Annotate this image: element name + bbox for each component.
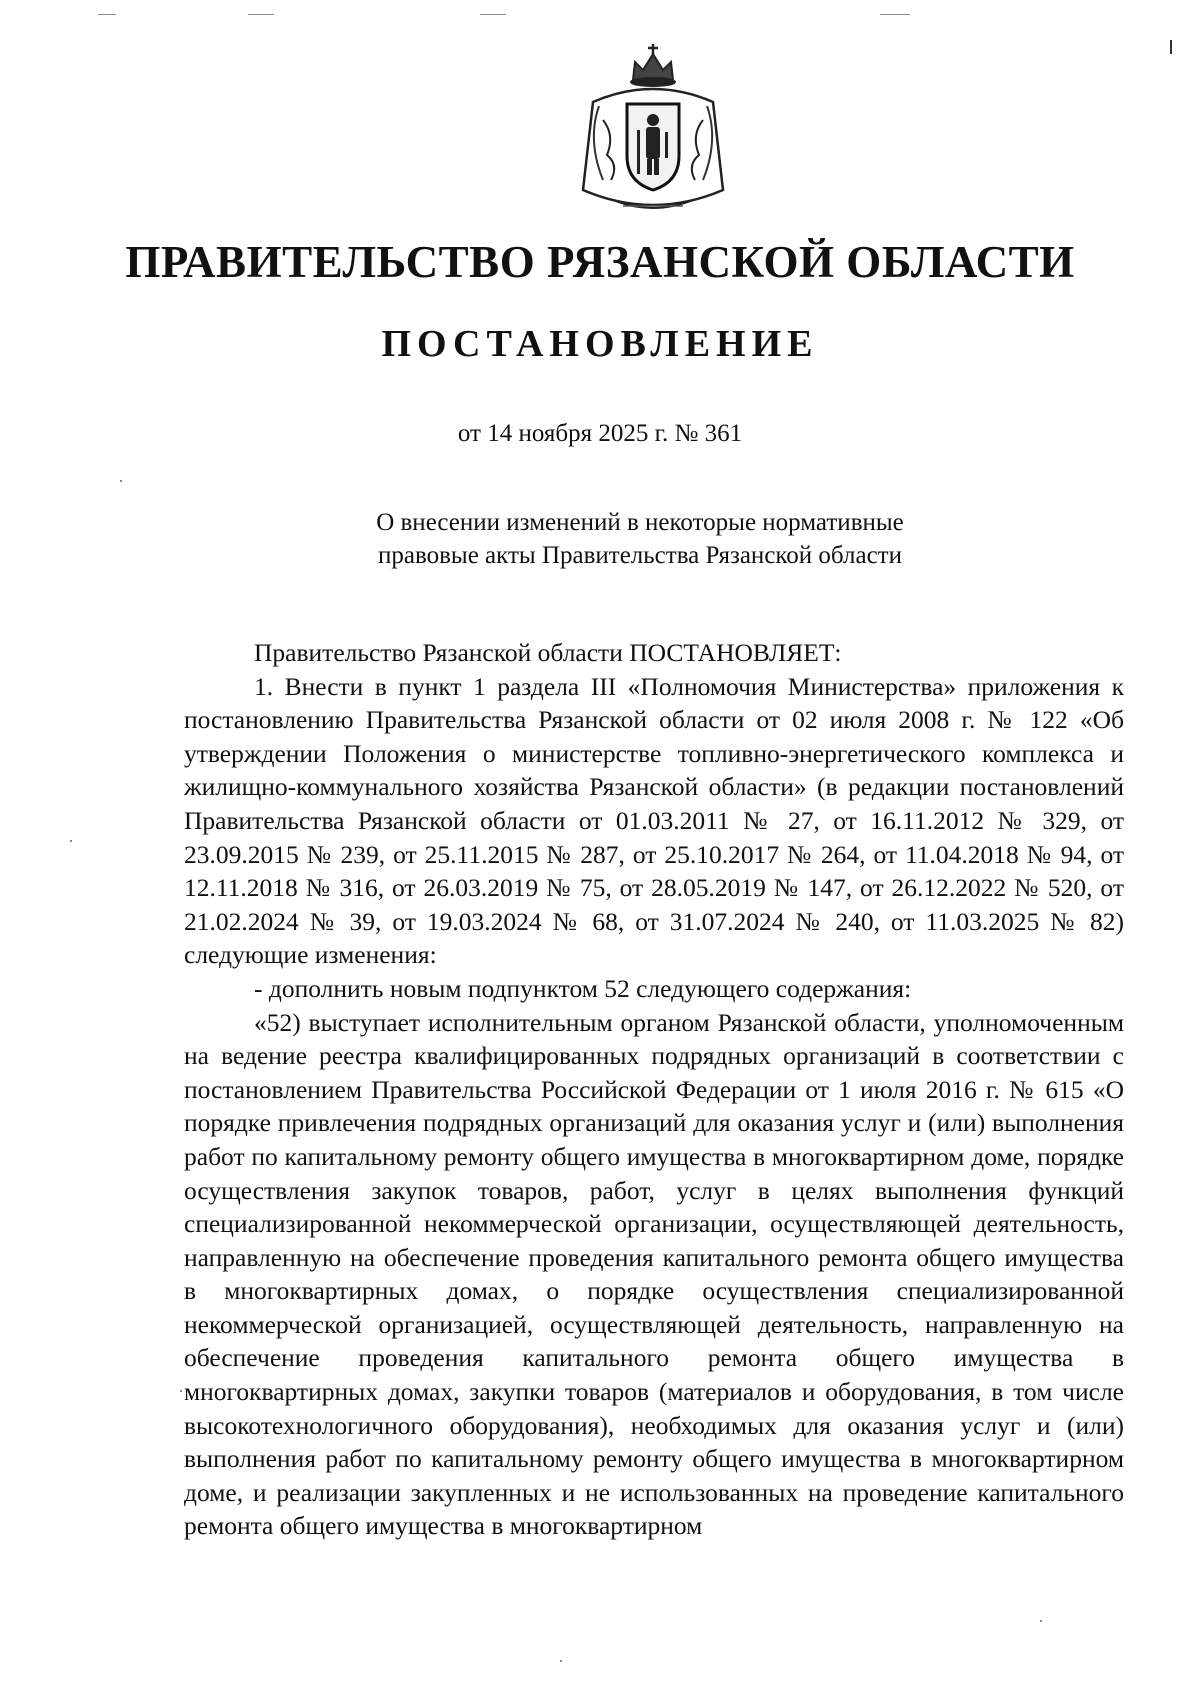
- ryazan-coat-of-arms-icon: [563, 40, 743, 220]
- scan-mark: [120, 480, 122, 482]
- document-subject: [330, 506, 950, 572]
- scan-mark: [880, 14, 910, 15]
- scan-mark: [1170, 40, 1172, 54]
- document-type: ПОСТАНОВЛЕНИЕ: [381, 323, 819, 365]
- scan-mark: [70, 840, 72, 842]
- document-date-number: от 14 ноября 2025 г. № 361: [457, 420, 743, 447]
- subject-line-1: О внесении изменений в некоторые нормативные: [376, 509, 904, 536]
- resolution-statement: Правительство Рязанской области ПОСТАНОВЛЯЕТ:: [254, 638, 842, 667]
- scan-mark: [480, 14, 506, 15]
- clause-52: «52) выступает исполнительным органом Рязанской области, уполномоченным на ведение реестра квалифицированных подрядных организаций в соответствии с постановлением Правительства Российской Федерации от 1 июля 2016 г. № 615 «О порядке привлечения подрядных организаций для оказания услуг и (или) выполнения работ по капитальному ремонту общего имущества в многоквартирном доме, порядке осуществления закупок товаров, работ, услуг в целях выполнения функций специализированной некоммерческой организации, осуществляющей деятельность, направленную на обеспечение проведения капитального ремонта общего имущества в многоквартирных домах, о порядке осуществления специализированной некоммерческой организацией, осуществляющей деятельность, направленную на обеспечение проведения капитального ремонта общего имущества в многоквартирных домах, закупки товаров (материалов и оборудования, в том числе высокотехнологичного оборудования), необходимых для оказания услуг и (или) выполнения работ по капитальному ремонту общего имущества в многоквартирном доме, и реализации закупленных и не использованных на проведение капитального ремонта общего имущества в многоквартирном: [184, 1007, 1124, 1541]
- scan-mark: [180, 1390, 182, 1392]
- subject-line-2: правовые акты Правительства Рязанской области: [378, 542, 902, 569]
- scan-mark: [1040, 1620, 1042, 1622]
- scan-mark: [98, 14, 116, 15]
- scan-mark: [560, 1660, 562, 1662]
- item-1: 1. Внести в пункт 1 раздела III «Полномочия Министерства» приложения к постановлению Правительства Рязанской области от 02 июля 2008 г. № 122 «Об утверждении Положения о министерстве топливно-энергетического комплекса и жилищно-коммунального хозяйства Рязанской области» (в редакции постановлений Правительства Рязанской области от 01.03.2011 № 27, от 16.11.2012 № 329, от 23.09.2015 № 239, от 25.11.2015 № 287, от 25.10.2017 № 264, от 11.04.2018 № 94, от 12.11.2018 № 316, от 26.03.2019 № 75, от 28.05.2019 № 147, от 26.12.2022 № 520, от 21.02.2024 № 39, от 19.03.2024 № 68, от 31.07.2024 № 240, от 11.03.2025 № 82) следующие изменения:: [184, 671, 1124, 970]
- document-body: [184, 636, 1124, 1543]
- scan-mark: [248, 14, 274, 15]
- sub-item: - дополнить новым подпунктом 52 следующего содержания:: [254, 973, 912, 1003]
- government-title: ПРАВИТЕЛЬСТВО РЯЗАНСКОЙ ОБЛАСТИ: [125, 237, 1075, 287]
